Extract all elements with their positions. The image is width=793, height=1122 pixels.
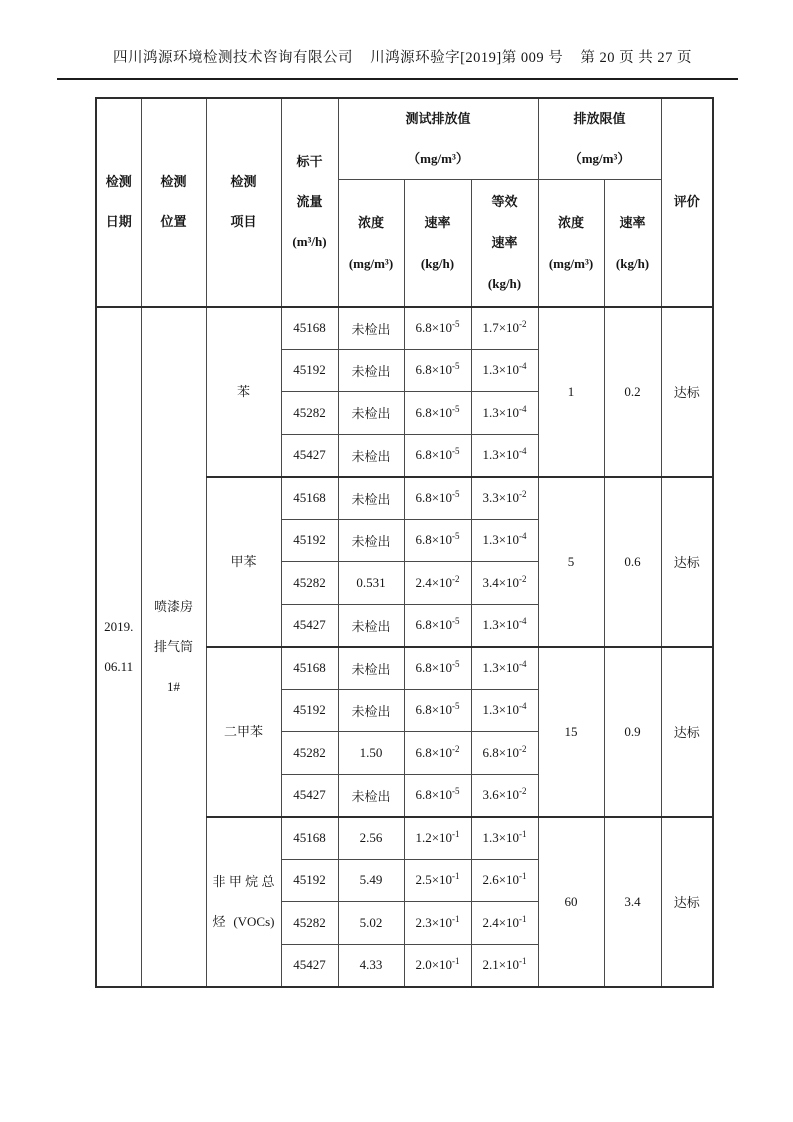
col-header-test-location: 检测 位置	[141, 98, 206, 307]
equivalent-rate-cell: $1.3\times 10^{-4}$	[471, 519, 538, 562]
rate-cell: $6.8\times 10^{-5}$	[404, 392, 471, 435]
page-indicator: 第 20 页 共 27 页	[580, 50, 692, 66]
equivalent-rate-cell: $1.3\times 10^{-4}$	[471, 689, 538, 732]
equivalent-rate-cell: $2.6\times 10^{-1}$	[471, 859, 538, 902]
equivalent-rate-cell: $2.4\times 10^{-1}$	[471, 902, 538, 945]
rate-cell: $6.8\times 10^{-5}$	[404, 349, 471, 392]
concentration-cell: 未检出	[338, 392, 404, 435]
equivalent-rate-cell: $1.3\times 10^{-4}$	[471, 604, 538, 647]
rate-cell: $2.5\times 10^{-1}$	[404, 859, 471, 902]
rate-cell: $6.8\times 10^{-5}$	[404, 604, 471, 647]
concentration-cell: 0.531	[338, 562, 404, 605]
concentration-cell: 4.33	[338, 944, 404, 987]
flow-cell: 45168	[281, 647, 338, 690]
equivalent-rate-cell: $1.3\times 10^{-4}$	[471, 349, 538, 392]
flow-cell: 45192	[281, 689, 338, 732]
rate-cell: $6.8\times 10^{-5}$	[404, 689, 471, 732]
evaluation-cell: 达标	[661, 647, 713, 817]
rate-cell: $6.8\times 10^{-5}$	[404, 519, 471, 562]
concentration-cell: 未检出	[338, 434, 404, 477]
doc-number: 川鸿源环验字[2019]第 009 号	[370, 50, 564, 66]
col-header-concentration: 浓度 (mg/m³)	[338, 180, 404, 307]
equivalent-rate-cell: $6.8\times 10^{-2}$	[471, 732, 538, 775]
flow-cell: 45192	[281, 519, 338, 562]
test-item-cell: 二甲苯	[206, 647, 281, 817]
table-row	[96, 307, 713, 350]
rate-cell: $2.0\times 10^{-1}$	[404, 944, 471, 987]
equivalent-rate-cell: $1.3\times 10^{-4}$	[471, 392, 538, 435]
rate-cell: $6.8\times 10^{-5}$	[404, 434, 471, 477]
rate-cell: $6.8\times 10^{-5}$	[404, 774, 471, 817]
col-header-equivalent-rate: 等效 速率 (kg/h)	[471, 180, 538, 307]
limit-rate-cell: 3.4	[604, 817, 661, 987]
company-name: 四川鸿源环境检测技术咨询有限公司	[113, 50, 353, 66]
limit-concentration-cell: 5	[538, 477, 604, 647]
equivalent-rate-cell: $2.1\times 10^{-1}$	[471, 944, 538, 987]
limit-concentration-cell: 1	[538, 307, 604, 477]
col-header-limit-rate: 速率 (kg/h)	[604, 180, 661, 307]
col-header-standard-flow: 标干 流量 (m³/h)	[281, 98, 338, 307]
concentration-cell: 未检出	[338, 647, 404, 690]
flow-cell: 45168	[281, 307, 338, 350]
group-header-test-emission: 测试排放值 （mg/m³）	[338, 98, 538, 180]
equivalent-rate-cell: $3.3\times 10^{-2}$	[471, 477, 538, 520]
equivalent-rate-cell: $3.4\times 10^{-2}$	[471, 562, 538, 605]
rate-cell: $2.3\times 10^{-1}$	[404, 902, 471, 945]
page-header	[57, 46, 738, 80]
concentration-cell: 未检出	[338, 774, 404, 817]
limit-rate-cell: 0.2	[604, 307, 661, 477]
concentration-cell: 未检出	[338, 519, 404, 562]
evaluation-cell: 达标	[661, 307, 713, 477]
col-header-test-item: 检测 项目	[206, 98, 281, 307]
concentration-cell: 2.56	[338, 817, 404, 860]
flow-cell: 45282	[281, 562, 338, 605]
equivalent-rate-cell: $3.6\times 10^{-2}$	[471, 774, 538, 817]
flow-cell: 45427	[281, 604, 338, 647]
limit-concentration-cell: 60	[538, 817, 604, 987]
test-item-cell: 非甲烷总 烃(VOCs)	[206, 817, 281, 987]
concentration-cell: 未检出	[338, 689, 404, 732]
rate-cell: $1.2\times 10^{-1}$	[404, 817, 471, 860]
test-location-cell: 喷漆房 排气筒 1#	[141, 307, 206, 987]
limit-rate-cell: 0.9	[604, 647, 661, 817]
equivalent-rate-cell: $1.7\times 10^{-2}$	[471, 307, 538, 350]
col-header-rate: 速率 (kg/h)	[404, 180, 471, 307]
test-date-cell: 2019. 06.11	[96, 307, 141, 987]
concentration-cell: 未检出	[338, 307, 404, 350]
test-item-cell: 苯	[206, 307, 281, 477]
flow-cell: 45427	[281, 944, 338, 987]
concentration-cell: 5.49	[338, 859, 404, 902]
limit-rate-cell: 0.6	[604, 477, 661, 647]
flow-cell: 45192	[281, 349, 338, 392]
evaluation-cell: 达标	[661, 817, 713, 987]
rate-cell: $6.8\times 10^{-5}$	[404, 647, 471, 690]
group-header-emission-limit: 排放限值 （mg/m³）	[538, 98, 661, 180]
concentration-cell: 未检出	[338, 604, 404, 647]
rate-cell: $6.8\times 10^{-5}$	[404, 477, 471, 520]
equivalent-rate-cell: $1.3\times 10^{-4}$	[471, 434, 538, 477]
flow-cell: 45282	[281, 902, 338, 945]
rate-cell: $6.8\times 10^{-5}$	[404, 307, 471, 350]
flow-cell: 45282	[281, 732, 338, 775]
equivalent-rate-cell: $1.3\times 10^{-4}$	[471, 647, 538, 690]
evaluation-cell: 达标	[661, 477, 713, 647]
emission-test-table	[95, 97, 714, 988]
concentration-cell: 1.50	[338, 732, 404, 775]
limit-concentration-cell: 15	[538, 647, 604, 817]
concentration-cell: 未检出	[338, 477, 404, 520]
concentration-cell: 未检出	[338, 349, 404, 392]
table-body	[96, 307, 713, 987]
col-header-test-date: 检测 日期	[96, 98, 141, 307]
rate-cell: $2.4\times 10^{-2}$	[404, 562, 471, 605]
flow-cell: 45168	[281, 817, 338, 860]
col-header-limit-concentration: 浓度 (mg/m³)	[538, 180, 604, 307]
equivalent-rate-cell: $1.3\times 10^{-1}$	[471, 817, 538, 860]
flow-cell: 45168	[281, 477, 338, 520]
test-item-cell: 甲苯	[206, 477, 281, 647]
flow-cell: 45427	[281, 434, 338, 477]
table-header	[96, 98, 713, 307]
flow-cell: 45282	[281, 392, 338, 435]
flow-cell: 45427	[281, 774, 338, 817]
flow-cell: 45192	[281, 859, 338, 902]
rate-cell: $6.8\times 10^{-2}$	[404, 732, 471, 775]
concentration-cell: 5.02	[338, 902, 404, 945]
col-header-evaluation: 评价	[661, 98, 713, 307]
